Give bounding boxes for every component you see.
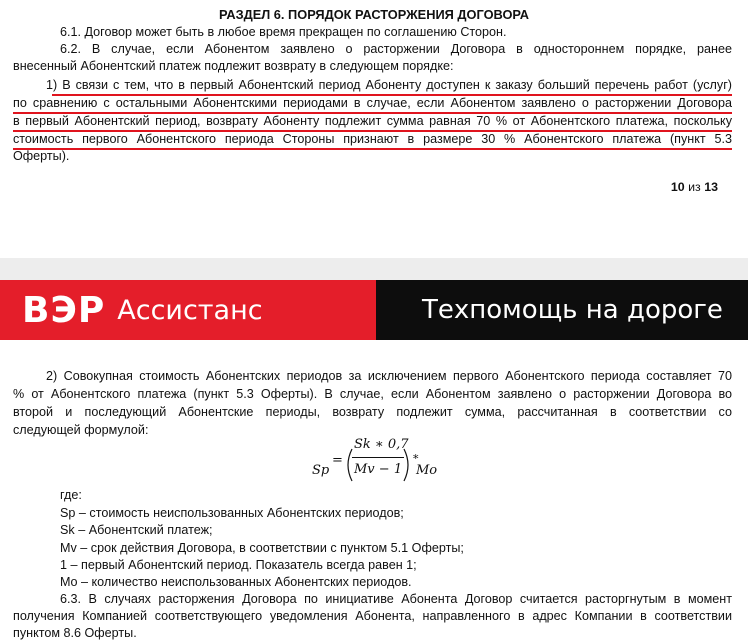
- brand-subtitle: Ассистанс: [117, 294, 263, 326]
- formula-equals: =: [332, 453, 343, 468]
- item-2-line-2: % от Абонентского платежа (пункт 5.3 Оферты). В случае, если Абонентом заявлено о расторжении Договора во: [13, 387, 732, 401]
- page-current: 10: [670, 180, 685, 194]
- formula-denominator: Mv − 1: [354, 462, 403, 477]
- paragraph-6-3-line-2: получения Компанией соответствующего уведомления Абонента, направленного в адрес Компании в соответствии: [13, 609, 732, 623]
- page-total: 13: [704, 180, 718, 194]
- item-1-line-3: в первый Абонентский период, возврату Абоненту подлежит сумма равная 70 % от Абонентского платежа, поскольку: [13, 114, 732, 128]
- formula-fraction-bar: [352, 457, 404, 458]
- paragraph-6-2-line-2: внесенный Абонентский платеж подлежит возврату в следующем порядке:: [13, 59, 454, 73]
- paragraph-6-3-line-3: пунктом 8.6 Оферты.: [13, 626, 137, 640]
- banner-slogan: Техпомощь на дороге: [422, 294, 723, 325]
- item-2-line-1: 2) Совокупная стоимость Абонентских периодов за исключением первого Абонентского периода составляет 70: [46, 369, 732, 383]
- definition-sp: Sp – стоимость неиспользованных Абонентских периодов;: [60, 506, 404, 520]
- definition-one: 1 – первый Абонентский период. Показатель всегда равен 1;: [60, 558, 417, 572]
- formula-numerator: Sk ∗ 0,7: [354, 437, 409, 452]
- section-heading: РАЗДЕЛ 6. ПОРЯДОК РАСТОРЖЕНИЯ ДОГОВОРА: [218, 7, 530, 22]
- item-1-line-1: 1) В связи с тем, что в первый Абонентский период Абоненту доступен к заказу больший перечень работ (услуг): [46, 78, 732, 92]
- red-underline-4: [13, 148, 732, 150]
- item-1-line-2: по сравнению с остальными Абонентскими периодами в случае, если Абонентом заявлено о расторжении Договора: [13, 96, 732, 110]
- formula-times: ∗: [412, 450, 420, 463]
- banner-slogan-area: [376, 280, 748, 340]
- where-label: где:: [60, 488, 82, 502]
- page-of: из: [688, 180, 701, 194]
- brand-banner: [0, 280, 748, 340]
- paragraph-6-1: 6.1. Договор может быть в любое время прекращен по соглашению Сторон.: [60, 25, 507, 39]
- paragraph-6-3-line-1: 6.3. В случаях расторжения Договора по инициативе Абонента Договор считается расторгнутым в момент: [60, 592, 732, 606]
- document-page-top: [0, 0, 748, 258]
- item-2-line-3: второй и последующий Абонентские периоды, возврату подлежит сумма, рассчитанная в соответствии со: [13, 405, 732, 419]
- refund-formula: [312, 436, 472, 486]
- paragraph-6-2-line-1: 6.2. В случае, если Абонентом заявлено о расторжении Договора в одностороннем порядке, ранее: [60, 42, 732, 56]
- definition-sk: Sk – Абонентский платеж;: [60, 523, 213, 537]
- definition-mv: Mv – срок действия Договора, в соответствии с пунктом 5.1 Оферты;: [60, 541, 464, 555]
- item-1-line-5: Оферты).: [13, 149, 70, 163]
- banner-brand-area: [0, 280, 376, 340]
- page-number: [671, 179, 718, 196]
- brand-logo-text: ВЭР: [22, 289, 106, 331]
- page-gap: [0, 258, 748, 280]
- formula-rhs: Mo: [416, 463, 438, 478]
- item-2-line-4: следующей формулой:: [13, 423, 149, 437]
- formula-lhs: Sp: [312, 463, 330, 478]
- definition-mo: Mo – количество неиспользованных Абонентских периодов.: [60, 575, 412, 589]
- item-1-line-4: стоимость первого Абонентского периода Стороны признают в размере 30 % Абонентского платежа (пункт 5.3: [13, 132, 732, 146]
